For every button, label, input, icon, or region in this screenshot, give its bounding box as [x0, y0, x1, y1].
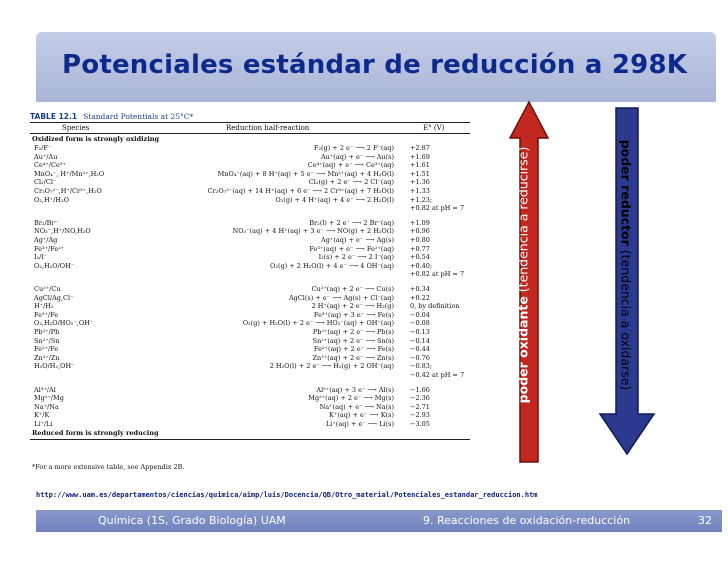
- species-cell: F₂/F⁻: [34, 144, 52, 152]
- table-row: [30, 236, 472, 244]
- table-caption: Standard Potentials at 25°C*: [83, 112, 194, 121]
- reducing-power-note: (tendencia a oxidarse): [618, 249, 634, 391]
- table-row: [30, 294, 472, 302]
- footer-course: Química (1S, Grado Biología) UAM: [98, 514, 286, 527]
- table-row: [30, 253, 472, 261]
- table-row: [30, 362, 472, 370]
- potential-cell: +0.96: [410, 227, 430, 236]
- table-row: [30, 227, 472, 235]
- table-row: [30, 371, 472, 379]
- species-cell: Cr₂O₇²⁻,H⁺/Cr³⁺,H₂O: [34, 187, 102, 195]
- table-row: [30, 178, 472, 186]
- species-cell: Li⁺/Li: [34, 420, 53, 428]
- table-row: [30, 394, 472, 402]
- potential-cell: −0.42 at pH = 7: [410, 371, 465, 379]
- table-row: [30, 403, 472, 411]
- reaction-cell: Na⁺(aq) + e⁻ ⟶ Na(s): [319, 402, 394, 411]
- table-row: [30, 345, 472, 353]
- potential-cell: −2.71: [410, 402, 430, 411]
- potential-cell: +0.40;: [410, 261, 433, 270]
- potential-cell: +0.80: [410, 236, 430, 244]
- species-cell: O₂,H₂O/HO₂⁻,OH⁻: [34, 319, 94, 328]
- species-cell: AgCl/Ag,Cl⁻: [34, 293, 74, 302]
- potential-cell: −2.93: [410, 411, 430, 420]
- reaction-cell: Fe³⁺(aq) + e⁻ ⟶ Fe²⁺(aq): [309, 244, 394, 253]
- potential-cell: +0.22: [410, 293, 430, 302]
- reaction-cell: Ce⁴⁺(aq) + e⁻ ⟶ Ce³⁺(aq): [307, 161, 394, 170]
- table-rule-header: [30, 133, 470, 134]
- reaction-cell: Mg²⁺(aq) + 2 e⁻ ⟶ Mg(s): [308, 394, 394, 403]
- potential-cell: +0.77: [410, 244, 430, 253]
- reaction-cell: 2 H₂O(l) + 2 e⁻ ⟶ H₂(g) + 2 OH⁻(aq): [269, 362, 394, 371]
- species-cell: Zn²⁺/Zn: [34, 353, 60, 362]
- oxidizing-power-note: (tendencia a reducirse): [515, 146, 531, 293]
- reaction-cell: Li⁺(aq) + e⁻ ⟶ Li(s): [325, 420, 394, 428]
- reaction-cell: Cr₂O₇²⁻(aq) + 14 H⁺(aq) + 6 e⁻ ⟶ 2 Cr³⁺(aq) + 7 H₂O(l): [207, 187, 394, 195]
- species-cell: Fe²⁺/Fe: [34, 345, 59, 354]
- potential-cell: +2.87: [410, 144, 430, 152]
- column-header-reaction: Reduction half-reaction: [226, 124, 310, 132]
- column-header-potential: E° (V): [423, 124, 445, 132]
- potential-cell: +1.33: [410, 187, 430, 195]
- species-cell: Cl₂/Cl⁻: [34, 178, 57, 187]
- oxidizing-power-bold: poder oxidante: [515, 296, 531, 404]
- table-row: [30, 204, 472, 212]
- potential-cell: −0.44: [410, 345, 430, 354]
- table-row: [30, 386, 472, 394]
- table-row: [30, 337, 472, 345]
- potential-cell: −0.08: [410, 319, 430, 328]
- reducing-power-bold: poder reductor: [618, 139, 634, 246]
- table-row: [30, 302, 472, 310]
- note-reducing: Reduced form is strongly reducing: [32, 428, 159, 437]
- potential-cell: +1.69: [410, 152, 430, 161]
- potential-cell: +0.34: [410, 285, 430, 293]
- potential-cell: −0.13: [410, 328, 430, 336]
- potential-cell: +1.61: [410, 161, 430, 170]
- potential-cell: −0.14: [410, 336, 430, 345]
- table-row: [30, 420, 472, 428]
- table-heading: [30, 112, 193, 121]
- table-row: [30, 411, 472, 419]
- source-link[interactable]: http://www.uam.es/departamentos/ciencias/quimica/aimp/luis/Docencia/QB/Otro_material/Potenciales_estandar_reduccion.htm: [36, 491, 538, 499]
- reaction-cell: I₂(s) + 2 e⁻ ⟶ 2 I⁻(aq): [318, 253, 394, 262]
- reaction-cell: NO₃⁻(aq) + 4 H⁺(aq) + 3 e⁻ ⟶ NO(g) + 2 H₂O(l): [232, 227, 394, 236]
- reaction-cell: F₂(g) + 2 e⁻ ⟶ 2 F⁻(aq): [313, 144, 394, 152]
- oxidizing-power-label: [516, 115, 531, 435]
- table-row: [30, 161, 472, 169]
- species-cell: Au⁺/Au: [34, 152, 58, 161]
- table-row: [30, 170, 472, 178]
- reaction-cell: Sn²⁺(aq) + 2 e⁻ ⟶ Sn(s): [312, 336, 394, 345]
- table-row: [30, 187, 472, 195]
- species-cell: Mg²⁺/Mg: [34, 394, 64, 403]
- species-cell: H₂O/H₂,OH⁻: [34, 362, 75, 371]
- reaction-cell: Cu²⁺(aq) + 2 e⁻ ⟶ Cu(s): [311, 285, 394, 293]
- reaction-cell: Br₂(l) + 2 e⁻ ⟶ 2 Br⁻(aq): [309, 218, 394, 227]
- table-row: [30, 262, 472, 270]
- reaction-cell: 2 H⁺(aq) + 2 e⁻ ⟶ H₂(g): [311, 302, 394, 311]
- reaction-cell: K⁺(aq) + e⁻ ⟶ K(s): [329, 411, 394, 420]
- species-cell: Na⁺/Na: [34, 402, 59, 411]
- potential-cell: +0.82 at pH = 7: [410, 270, 465, 279]
- reaction-cell: O₂(g) + 2 H₂O(l) + 4 e⁻ ⟶ 4 OH⁻(aq): [270, 261, 394, 270]
- table-row: [30, 245, 472, 253]
- reaction-cell: Fe²⁺(aq) + 2 e⁻ ⟶ Fe(s): [313, 345, 394, 354]
- table-label: TABLE 12.1: [30, 112, 78, 121]
- table-rule-bottom: [30, 439, 470, 440]
- species-cell: O₂,H⁺/H₂O: [34, 195, 69, 204]
- potential-cell: 0, by definition: [410, 302, 460, 311]
- species-cell: K⁺/K: [34, 411, 50, 420]
- column-header-species: Species: [62, 124, 90, 132]
- note-oxidizing: Oxidized form is strongly oxidizing: [32, 135, 160, 143]
- species-cell: Ce⁴⁺/Ce³⁺: [34, 161, 66, 170]
- potential-cell: −1.66: [410, 385, 430, 394]
- table-row: [30, 153, 472, 161]
- reducing-power-label: [619, 105, 634, 425]
- reaction-cell: Ag⁺(aq) + e⁻ ⟶ Ag(s): [321, 236, 394, 244]
- table-footnote: *For a more extensive table, see Appendix 2B.: [32, 463, 185, 471]
- species-cell: MnO₄⁻, H⁺/Mn²⁺,H₂O: [34, 169, 105, 178]
- species-cell: Fe³⁺/Fe²⁺: [34, 244, 65, 253]
- slide-title: Potenciales estándar de reducción a 298K: [62, 50, 688, 80]
- footer-chapter: 9. Reacciones de oxidación-reducción: [423, 514, 631, 527]
- species-cell: NO₃⁻,H⁺/NO,H₂O: [34, 227, 91, 236]
- potential-cell: −0.76: [410, 353, 430, 362]
- potential-cell: −0.83;: [410, 362, 433, 371]
- standard-potentials-table: [30, 108, 472, 478]
- table-rule-top: [30, 122, 470, 123]
- species-cell: Cu²⁺/Cu: [34, 285, 61, 293]
- reaction-cell: Pb²⁺(aq) + 2 e⁻ ⟶ Pb(s): [312, 328, 394, 336]
- reaction-cell: MnO₄⁻(aq) + 8 H⁺(aq) + 5 e⁻ ⟶ Mn²⁺(aq) + 4 H₂O(l): [217, 169, 394, 178]
- reaction-cell: Fe³⁺(aq) + 3 e⁻ ⟶ Fe(s): [313, 310, 394, 319]
- reaction-cell: Cl₂(g) + 2 e⁻ ⟶ 2 Cl⁻(aq): [308, 178, 394, 187]
- potential-cell: −2.36: [410, 394, 430, 403]
- reaction-cell: Au⁺(aq) + e⁻ ⟶ Au(s): [320, 152, 394, 161]
- species-cell: Br₂/Br⁻: [34, 218, 58, 227]
- reaction-cell: AgCl(s) + e⁻ ⟶ Ag(s) + Cl⁻(aq): [288, 293, 394, 302]
- table-row: [30, 219, 472, 227]
- reaction-cell: Zn²⁺(aq) + 2 e⁻ ⟶ Zn(s): [312, 353, 394, 362]
- table-row: [30, 354, 472, 362]
- potential-cell: +1.51: [410, 169, 430, 178]
- table-row: [30, 144, 472, 152]
- reaction-cell: Al³⁺(aq) + 3 e⁻ ⟶ Al(s): [316, 385, 394, 394]
- table-row: [30, 319, 472, 327]
- potential-cell: +1.36: [410, 178, 430, 187]
- species-cell: Sn²⁺/Sn: [34, 336, 60, 345]
- table-row: [30, 196, 472, 204]
- species-cell: I₂/I⁻: [34, 253, 48, 262]
- potential-cell: +0.82 at pH = 7: [410, 204, 465, 213]
- species-cell: Al³⁺/Al: [34, 385, 56, 394]
- species-cell: O₂,H₂O/OH⁻: [34, 261, 75, 270]
- potential-cell: +0.54: [410, 253, 430, 262]
- reaction-cell: O₂(g) + H₂O(l) + 2 e⁻ ⟶ HO₂⁻(aq) + OH⁻(aq): [242, 319, 394, 328]
- page-number: 32: [698, 514, 712, 527]
- species-cell: H⁺/H₂: [34, 302, 54, 311]
- species-cell: Pb²⁺/Pb: [34, 328, 60, 336]
- potential-cell: −0.04: [410, 310, 430, 319]
- reaction-cell: O₂(g) + 4 H⁺(aq) + 4 e⁻ ⟶ 2 H₂O(l): [275, 195, 394, 204]
- potential-cell: −3.05: [410, 420, 430, 428]
- potential-cell: +1.23;: [410, 195, 433, 204]
- table-row: [30, 285, 472, 293]
- table-row: [30, 311, 472, 319]
- table-row: [30, 328, 472, 336]
- species-cell: Fe³⁺/Fe: [34, 310, 59, 319]
- species-cell: Ag⁺/Ag: [34, 236, 58, 244]
- potential-cell: +1.09: [410, 218, 430, 227]
- table-row: [30, 270, 472, 278]
